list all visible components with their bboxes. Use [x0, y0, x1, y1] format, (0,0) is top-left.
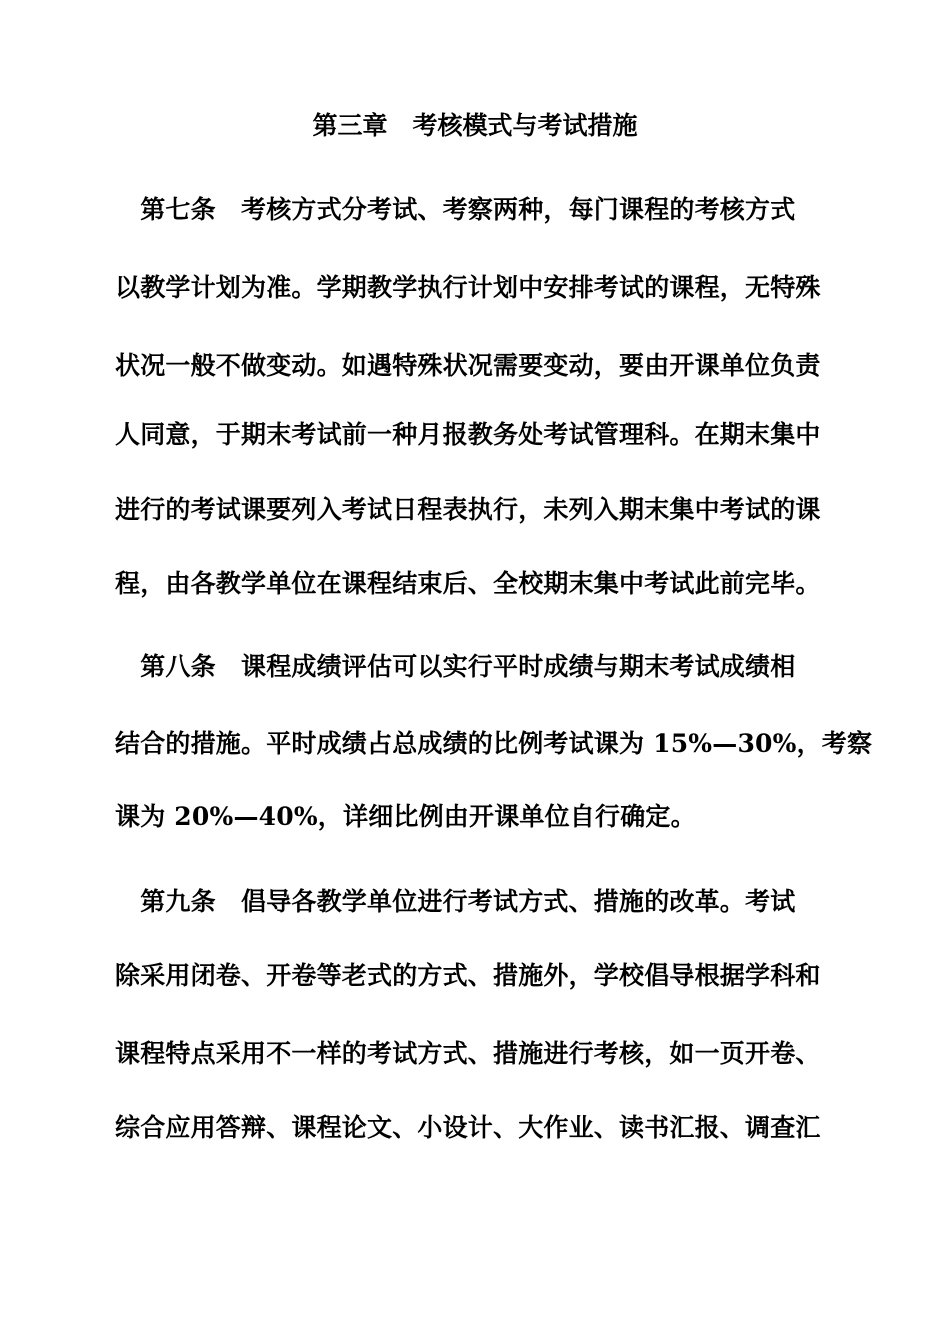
article-8-line-2: 结合的措施。平时成绩占总成绩的比例考试课为 15%—30%，考察 — [115, 729, 873, 758]
article-7-line-2: 以教学计划为准。学期教学执行计划中安排考试的课程，无特殊 — [115, 273, 821, 302]
article-7-line-1: 第七条 考核方式分考试、考察两种，每门课程的考核方式 — [115, 195, 796, 224]
article-9-line-2: 除采用闭卷、开卷等老式的方式、措施外，学校倡导根据学科和 — [115, 961, 821, 990]
article-7-line-3: 状况一般不做变动。如遇特殊状况需要变动，要由开课单位负责 — [115, 351, 821, 380]
chapter-title: 第三章 考核模式与考试措施 — [312, 111, 638, 140]
article-9-line-4: 综合应用答辩、课程论文、小设计、大作业、读书汇报、调查汇 — [115, 1113, 821, 1142]
article-8-line-3: 课为 20%—40%，详细比例由开课单位自行确定。 — [115, 802, 696, 831]
article-8-line-1: 第八条 课程成绩评估可以实行平时成绩与期末考试成绩相 — [115, 652, 796, 681]
article-7-line-4: 人同意，于期末考试前一种月报教务处考试管理科。在期末集中 — [115, 420, 821, 449]
article-7-line-5: 进行的考试课要列入考试日程表执行，未列入期末集中考试的课 — [115, 495, 821, 524]
article-9-line-1: 第九条 倡导各教学单位进行考试方式、措施的改革。考试 — [115, 887, 796, 916]
article-9-line-3: 课程特点采用不一样的考试方式、措施进行考核，如一页开卷、 — [115, 1039, 821, 1068]
article-7-line-6: 程，由各教学单位在课程结束后、全校期末集中考试此前完毕。 — [115, 569, 821, 598]
